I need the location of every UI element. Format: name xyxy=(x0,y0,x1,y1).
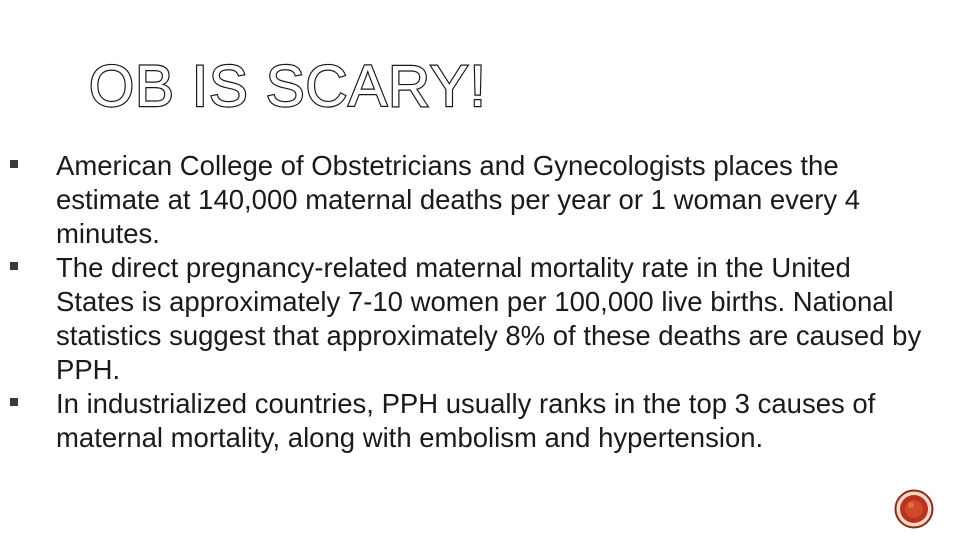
bullet-text: In industrialized countries, PPH usually ranks in the top 3 causes of maternal mortality, along with embolism and hypertension. xyxy=(56,388,876,453)
bullet-item xyxy=(54,251,934,387)
square-bullet-icon xyxy=(10,398,18,406)
bullet-text: American College of Obstetricians and Gynecologists places the estimate at 140,000 maternal deaths per year or 1 woman every 4 minutes. xyxy=(56,150,861,249)
slide-title: OB IS SCARY! xyxy=(89,54,487,119)
bullet-list xyxy=(54,149,934,455)
bullet-text: The direct pregnancy-related maternal mortality rate in the United States is approximately 7-10 women per 100,000 live births. National statistics suggest that approximately 8% of these deaths are caused by PPH. xyxy=(56,252,922,385)
square-bullet-icon xyxy=(10,160,18,168)
bullet-item xyxy=(54,149,934,251)
bullet-item xyxy=(54,387,934,455)
red-seal-icon xyxy=(894,489,934,529)
square-bullet-icon xyxy=(10,262,18,270)
